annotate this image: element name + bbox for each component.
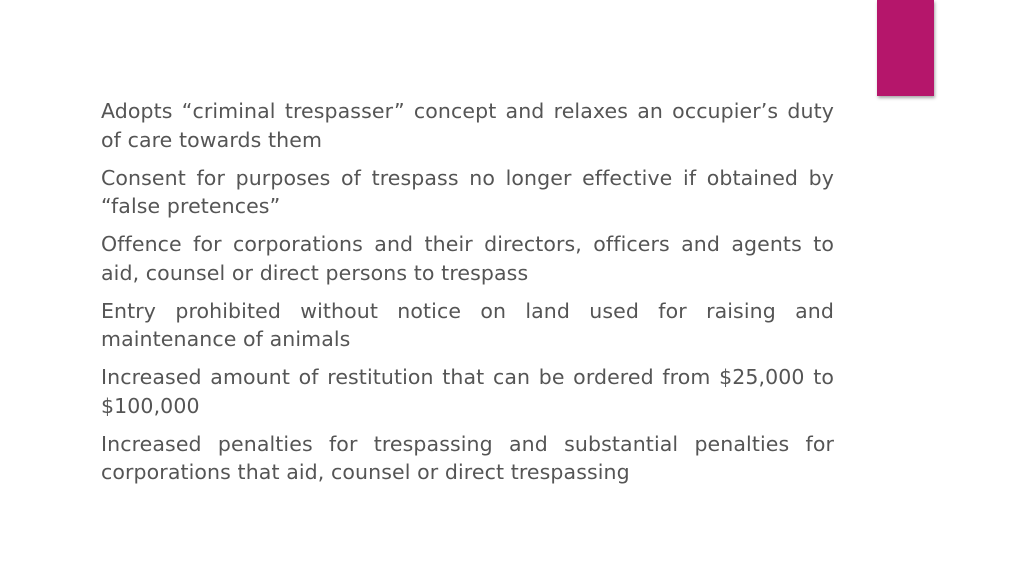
accent-bar bbox=[877, 0, 934, 96]
bullet-item: Entry prohibited without notice on land used for raising and maintenance of animals bbox=[101, 298, 834, 351]
bullet-item: Consent for purposes of trespass no longer effective if obtained by “false pretences” bbox=[101, 165, 834, 218]
bullet-item: Offence for corporations and their directors, officers and agents to aid, counsel or direct persons to trespass bbox=[101, 232, 834, 285]
bullet-item: Increased penalties for trespassing and substantial penalties for corporations that aid, counsel or direct trespassing bbox=[101, 431, 834, 484]
bullet-item: Increased amount of restitution that can be ordered from $25,000 to $100,000 bbox=[101, 365, 834, 418]
bullet-list bbox=[101, 97, 834, 496]
bullet-item: Adopts “criminal trespasser” concept and relaxes an occupier’s duty of care towards them bbox=[101, 99, 834, 152]
